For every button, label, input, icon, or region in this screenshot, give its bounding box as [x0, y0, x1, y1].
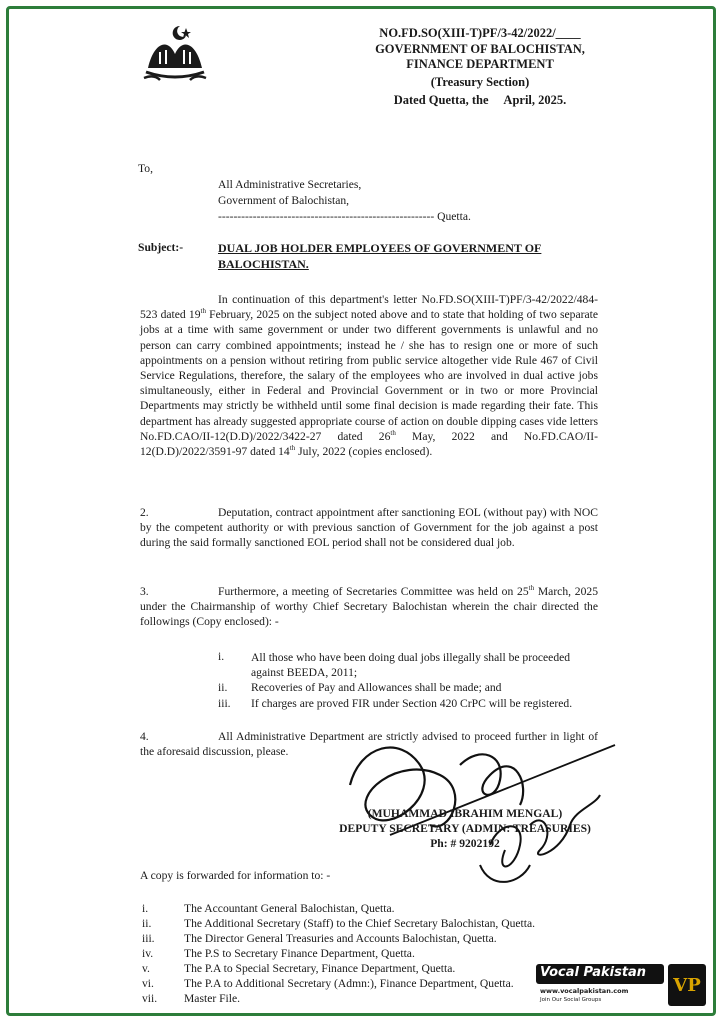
- copy-item-number: ii.: [142, 917, 152, 930]
- directive-number: iii.: [218, 697, 231, 710]
- directive-text: Recoveries of Pay and Allowances shall be made; and: [251, 681, 502, 694]
- directive-text: If charges are proved FIR under Section 420 CrPC will be registered.: [251, 697, 573, 710]
- balochistan-emblem-logo: [140, 20, 210, 88]
- copy-item-text: The Accountant General Balochistan, Quetta.: [184, 902, 395, 915]
- directive-text: All those who have been doing dual jobs illegally shall be proceeded against BEEDA, 2011;: [251, 651, 571, 679]
- copy-item-number: vi.: [142, 977, 154, 990]
- signatory-name: (MUHAMMAD IBRAHIM MENGAL): [367, 807, 563, 820]
- copy-item-text: The P.A to Additional Secretary (Admn:), Finance Department, Quetta.: [184, 977, 514, 990]
- to-label: To,: [138, 162, 153, 175]
- copy-item-text: The P.A to Special Secretary, Finance Department, Quetta.: [184, 962, 456, 975]
- copy-item-number: vii.: [142, 992, 158, 1005]
- subject-label: Subject:-: [138, 241, 184, 254]
- signatory-designation: DEPUTY SECRETARY (ADMIN: TREASURIES): [339, 822, 591, 835]
- reference-number: NO.FD.SO(XIII-T)PF/3-42/2022/____: [379, 26, 581, 40]
- paragraph-3: Furthermore, a meeting of Secretaries Committee was held on 25th March, 2025 under the Chairmanship of worthy Chief Secretary Balochistan wherein the chair directed the followings (Copy enclosed): -: [140, 584, 598, 629]
- copy-item-text: The Director General Treasuries and Accounts Balochistan, Quetta.: [184, 932, 497, 945]
- address-line-3: -------------------------------------------------------- Quetta.: [218, 210, 471, 223]
- paragraph-4-number: 4.: [140, 730, 149, 743]
- address-line-2: Government of Balochistan,: [218, 194, 350, 207]
- dated-line: Dated Quetta, the April, 2025.: [393, 93, 567, 107]
- paragraph-3-number: 3.: [140, 585, 149, 598]
- subject-text: DUAL JOB HOLDER EMPLOYEES OF GOVERNMENT OF BALOCHISTAN.: [218, 241, 542, 271]
- directive-number: ii.: [218, 681, 228, 694]
- directive-number: i.: [218, 650, 225, 663]
- paragraph-4: All Administrative Department are strictly advised to proceed further in light of the aforesaid discussion, please.: [140, 730, 598, 759]
- signatory-phone: Ph: # 9202192: [430, 837, 500, 850]
- svg-text:VP: VP: [673, 975, 701, 996]
- watermark-tagline: Join Our Social Groups: [540, 997, 602, 1003]
- address-line-1: All Administrative Secretaries,: [218, 178, 362, 191]
- copy-item-text: The P.S to Secretary Finance Department, Quetta.: [184, 947, 415, 960]
- paragraph-2: Deputation, contract appointment after sanctioning EOL (without pay) with NOC by the competent authority or with previous sanction of Government for the job against a post during the said formally sanctioned EOL period shall not be considered dual job.: [140, 506, 598, 550]
- watermark-url: www.vocalpakistan.com: [540, 987, 629, 995]
- government-heading: GOVERNMENT OF BALOCHISTAN,: [375, 42, 585, 56]
- copy-item-number: iii.: [142, 932, 155, 945]
- paragraph-2-number: 2.: [140, 506, 149, 519]
- paragraph-1: In continuation of this department's letter No.FD.SO(XIII-T)PF/3-42/2022/484-523 dated 19th February, 2025 on the subject noted above and to state that holding of two separate jobs at a time with same government or under two different governments is unlawful and no person can carry combined appointments; instead he / she has to resign one or more of such appointments on a pension without retiring from public service altogether vide Rule 467 of Civil Service Regulations, therefore, the salary of the employees who are involved in dual active jobs simultaneously, either in Federal and Provincial Government or in two or more Provincial Departments may strictly be withheld until some final decision is made regarding their fate. This department has already suggested appropriate course of action on double dipping cases vide letters No.FD.CAO/II-12(D.D)/2022/3422-27 dated 26th May, 2022 and No.FD.CAO/II-12(D.D)/2022/3591-97 dated 14th July, 2022 (copies enclosed).: [140, 293, 598, 459]
- copy-forwarded-intro: A copy is forwarded for information to: -: [140, 869, 331, 882]
- copy-item-number: i.: [142, 902, 149, 915]
- section-heading: (Treasury Section): [430, 75, 530, 89]
- copy-item-number: v.: [142, 962, 150, 975]
- department-heading: FINANCE DEPARTMENT: [406, 57, 554, 71]
- watermark-brand: Vocal Pakistan: [540, 965, 647, 980]
- copy-item-text: Master File.: [184, 992, 241, 1005]
- copy-item-text: The Additional Secretary (Staff) to the Chief Secretary Balochistan, Quetta.: [184, 917, 536, 930]
- vocal-pakistan-watermark: [536, 964, 706, 1008]
- copy-item-number: iv.: [142, 947, 154, 960]
- watermark-vp-logo-icon: [668, 964, 706, 1006]
